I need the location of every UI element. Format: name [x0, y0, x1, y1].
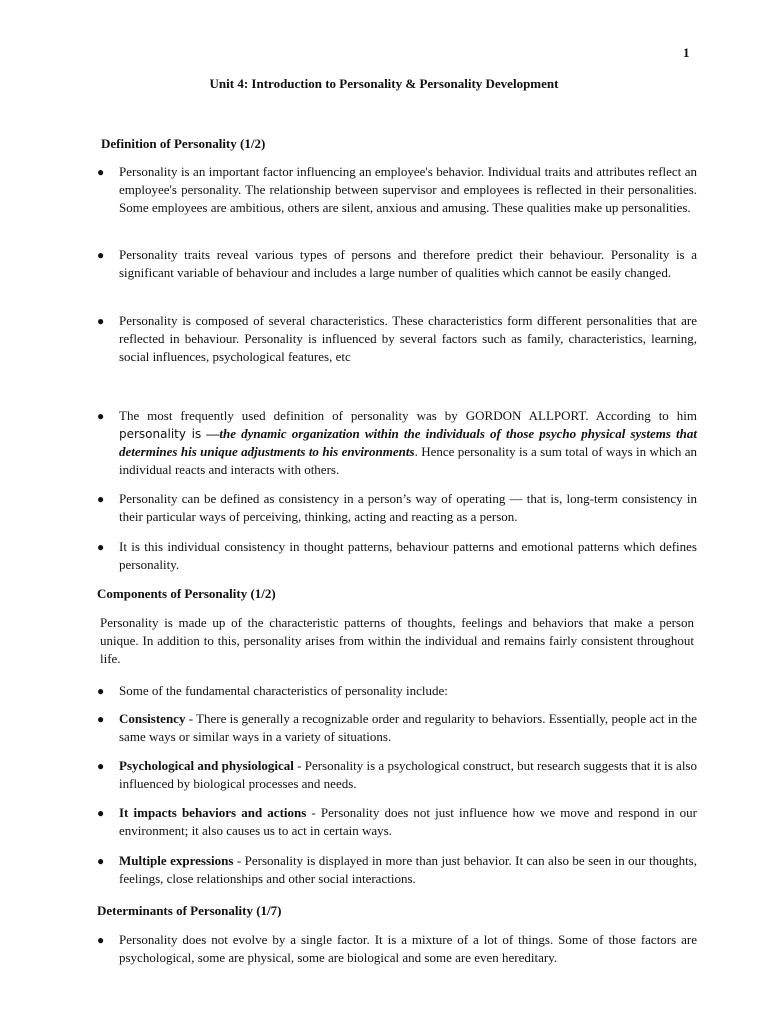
list-item-allport-definition: ● The most frequently used definition of personality was by GORDON ALLPORT. According to him personality is —the dynamic organization within the individuals of those psycho physical systems that determines his unique adjustments to his environments. Hence personality is a sum total of ways in which an individual reacts and interacts with others.	[97, 408, 697, 477]
bullet-icon: ●	[97, 314, 105, 328]
bullet-icon: ●	[97, 854, 105, 868]
list-item: ● Personality traits reveal various types of persons and therefore predict their behaviour. Personality is a significant variable of behaviour and includes a large number of qualities which cannot be easily changed.	[97, 247, 697, 280]
document-title: Unit 4: Introduction to Personality & Personality Development	[209, 76, 559, 91]
page-number: 1	[683, 45, 690, 60]
list-item: ● Personality does not evolve by a single factor. It is a mixture of a lot of things. Some of those factors are psychological, some are physical, some are biological and some are even hereditary.	[97, 932, 697, 965]
bullet-icon: ●	[97, 806, 105, 820]
bullet-icon: ●	[97, 759, 105, 773]
bullet-icon: ●	[97, 248, 105, 262]
list-item-multiple-expressions: ● Multiple expressions - Personality is displayed in more than just behavior. It can also be seen in our thoughts, feelings, close relationships and other social interactions.	[97, 853, 697, 886]
bullet-icon: ●	[97, 409, 105, 423]
bullet-icon: ●	[97, 712, 105, 726]
bullet-icon: ●	[97, 165, 105, 179]
section-heading-components: Components of Personality (1/2)	[97, 586, 276, 601]
list-item-consistency: ● Consistency - There is generally a recognizable order and regularity to behaviors. Essentially, people act in the same ways or similar ways in a variety of situations.	[97, 711, 697, 744]
section-heading-determinants: Determinants of Personality (1/7)	[97, 903, 282, 918]
bullet-icon: ●	[97, 684, 105, 698]
bullet-icon: ●	[97, 540, 105, 554]
list-item: ● Some of the fundamental characteristics of personality include:	[97, 683, 448, 698]
list-item: ● It is this individual consistency in thought patterns, behaviour patterns and emotional patterns which defines personality.	[97, 539, 697, 572]
list-item: ● Personality is an important factor influencing an employee's behavior. Individual traits and attributes reflect an employee's personality. The relationship between supervisor and employees is reflected in their personalities. Some employees are ambitious, others are silent, anxious and amusing. These qualities make up personalities.	[97, 164, 697, 215]
list-item-impacts-behaviors: ● It impacts behaviors and actions - Personality does not just influence how we move and respond in our environment; it also causes us to act in certain ways.	[97, 805, 697, 838]
bullet-icon: ●	[97, 492, 105, 506]
list-item-psych-physio: ● Psychological and physiological - Personality is a psychological construct, but research suggests that it is also influenced by biological processes and needs.	[97, 758, 697, 791]
bullet-icon: ●	[97, 933, 105, 947]
list-item: ● Personality can be defined as consistency in a person’s way of operating — that is, long-term consistency in their particular ways of perceiving, thinking, acting and reacting as a person.	[97, 491, 697, 524]
list-item: ● Personality is composed of several characteristics. These characteristics form different personalities that are reflected in behaviour. Personality is influenced by several factors such as family, characteristics, learning, social influences, psychological features, etc	[97, 313, 697, 364]
section-heading-definition: Definition of Personality (1/2)	[101, 136, 266, 151]
components-intro: Personality is made up of the characteristic patterns of thoughts, feelings and behaviors that make a person unique. In addition to this, personality arises from within the individual and remains fairly consistent throughout life.	[100, 615, 694, 666]
